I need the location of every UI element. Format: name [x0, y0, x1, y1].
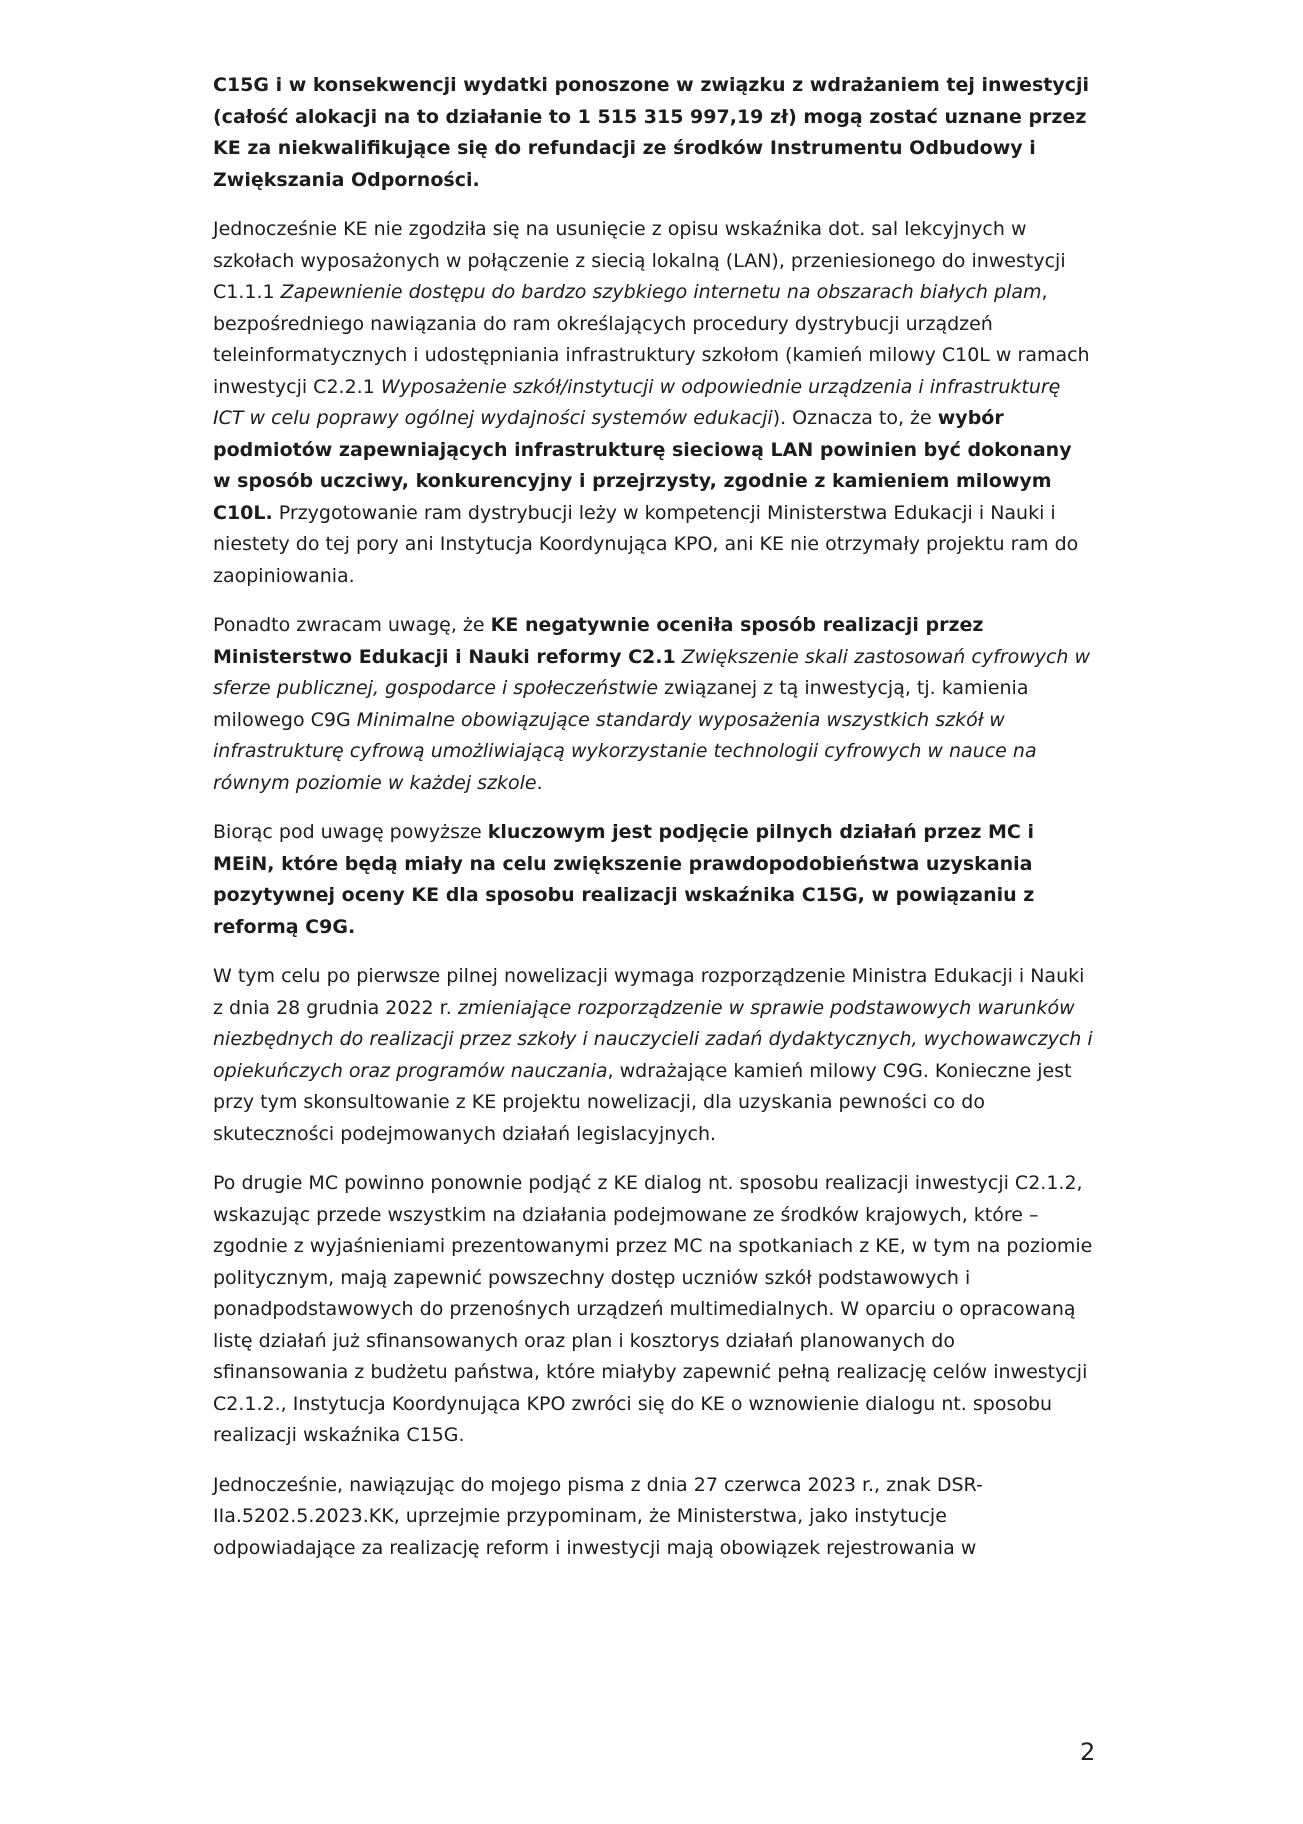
text-segment: ). Oznacza to, że — [772, 407, 938, 429]
page-number: 2 — [1080, 1738, 1096, 1766]
text-segment-italic: Zapewnienie dostępu do bardzo szybkiego internetu na obszarach białych plam — [280, 281, 1042, 303]
text-segment: Jednocześnie KE nie zgodziła się na usunięcie z opisu wskaźnika dot. sal lekcyjnych w szkołach wyposażonych w połączenie z siecią lokalną (LAN), przeniesionego do inwestycji C1.1.1 — [213, 218, 1066, 303]
text-segment: C15G i w konsekwencji wydatki ponoszone w związku z wdrażaniem tej inwestycji (całość alokacji na to działanie to 1 515 315 997,19 zł) mogą zostać uznane przez KE za niekwalifikujące się do refundacji ze środków Instrumentu Odbudowy i Zwiększania Odporności. — [213, 74, 1090, 191]
text-segment: , bezpośredniego nawiązania do ram określających procedury dystrybucji urządzeń teleinformatycznych i udostępniania infrastruktury szkołom (kamień milowy C10L w ramach inwestycji C2.2.1 — [213, 281, 1090, 398]
text-segment: . — [536, 771, 543, 794]
text-segment-italic: Zwiększenie skali zastosowań cyfrowych w sferze publicznej, gospodarce i społeczeństwie — [213, 645, 1091, 699]
text-segment-italic: zmieniające rozporządzenie w sprawie podstawowych warunków niezbędnych do realizacji przez szkoły i nauczycieli zadań dydaktycznych, wychowawczych i opiekuńczych oraz programów nauczania — [213, 996, 1093, 1082]
paragraph-5 — [213, 961, 1093, 1150]
text-segment: Biorąc pod uwagę powyższe — [213, 821, 488, 843]
text-segment-bold: KE negatywnie oceniła sposób realizacji przez Ministerstwo Edukacji i Nauki reformy C2.1 — [213, 614, 984, 668]
text-segment: Ponadto zwracam uwagę, że — [213, 614, 491, 636]
document-body — [213, 70, 1093, 1582]
text-segment-bold: kluczowym jest podjęcie pilnych działań przez MC i MEiN, które będą miały na celu zwiększenie prawdopodobieństwa uzyskania pozytywnej oceny KE dla sposobu realizacji wskaźnika C15G, w powiązaniu z reformą C9G. — [213, 821, 1035, 938]
text-segment-italic: Minimalne obowiązujące standardy wyposażenia wszystkich szkół w infrastrukturę cyfrową umożliwiającą wykorzystanie technologii cyfrowych w nauce na równym poziomie w każdej szkole — [213, 708, 1037, 794]
paragraph-1 — [213, 70, 1093, 196]
text-segment-bold: wybór podmiotów zapewniających infrastrukturę sieciową LAN powinien być dokonany w sposób uczciwy, konkurencyjny i przejrzysty, zgodnie z kamieniem milowym C10L. — [213, 407, 1072, 524]
text-segment: , wdrażające kamień milowy C9G. Konieczne jest przy tym skonsultowanie z KE projektu nowelizacji, dla uzyskania pewności co do skuteczności podejmowanych działań legislacyjnych. — [213, 1059, 1072, 1145]
paragraph-4 — [213, 817, 1093, 943]
text-segment-italic: Wyposażenie szkół/instytucji w odpowiednie urządzenia i infrastrukturę ICT w celu poprawy ogólnej wydajności systemów edukacji — [213, 375, 1061, 429]
text-segment: Przygotowanie ram dystrybucji leży w kompetencji Ministerstwa Edukacji i Nauki i niestety do tej pory ani Instytucja Koordynująca KPO, ani KE nie otrzymały projektu ram do zaopiniowania. — [213, 501, 1079, 587]
text-segment: Po drugie MC powinno ponownie podjąć z KE dialog nt. sposobu realizacji inwestycji C2.1.2, wskazując przede wszystkim na działania podejmowane ze środków krajowych, które – zgodnie z wyjaśnieniami prezentowanymi przez MC na spotkaniach z KE, w tym na poziomie politycznym, mają zapewnić powszechny dostęp uczniów szkół podstawowych i ponadpodstawowych do przenośnych urządzeń multimedialnych. W oparciu o opracowaną listę działań już sfinansowanych oraz plan i kosztorys działań planowanych do sfinansowania z budżetu państwa, które miałyby zapewnić pełną realizację celów inwestycji C2.1.2., Instytucja Koordynująca KPO zwróci się do KE o wznowienie dialogu nt. sposobu realizacji wskaźnika C15G. — [213, 1172, 1093, 1446]
paragraph-6 — [213, 1168, 1093, 1452]
paragraph-3 — [213, 610, 1093, 799]
paragraph-7 — [213, 1470, 1093, 1565]
text-segment: W tym celu po pierwsze pilnej nowelizacji wymaga rozporządzenie Ministra Edukacji i Nauki z dnia 28 grudnia 2022 r. — [213, 965, 1085, 1019]
paragraph-2 — [213, 214, 1093, 592]
text-segment: związanej z tą inwestycją, tj. kamienia milowego C9G — [213, 677, 1029, 731]
text-segment: Jednocześnie, nawiązując do mojego pisma z dnia 27 czerwca 2023 r., znak DSR-IIa.5202.5.2023.KK, uprzejmie przypominam, że Ministerstwa, jako instytucje odpowiadające za realizację reform i inwestycji mają obowiązek rejestrowania w — [213, 1473, 983, 1559]
